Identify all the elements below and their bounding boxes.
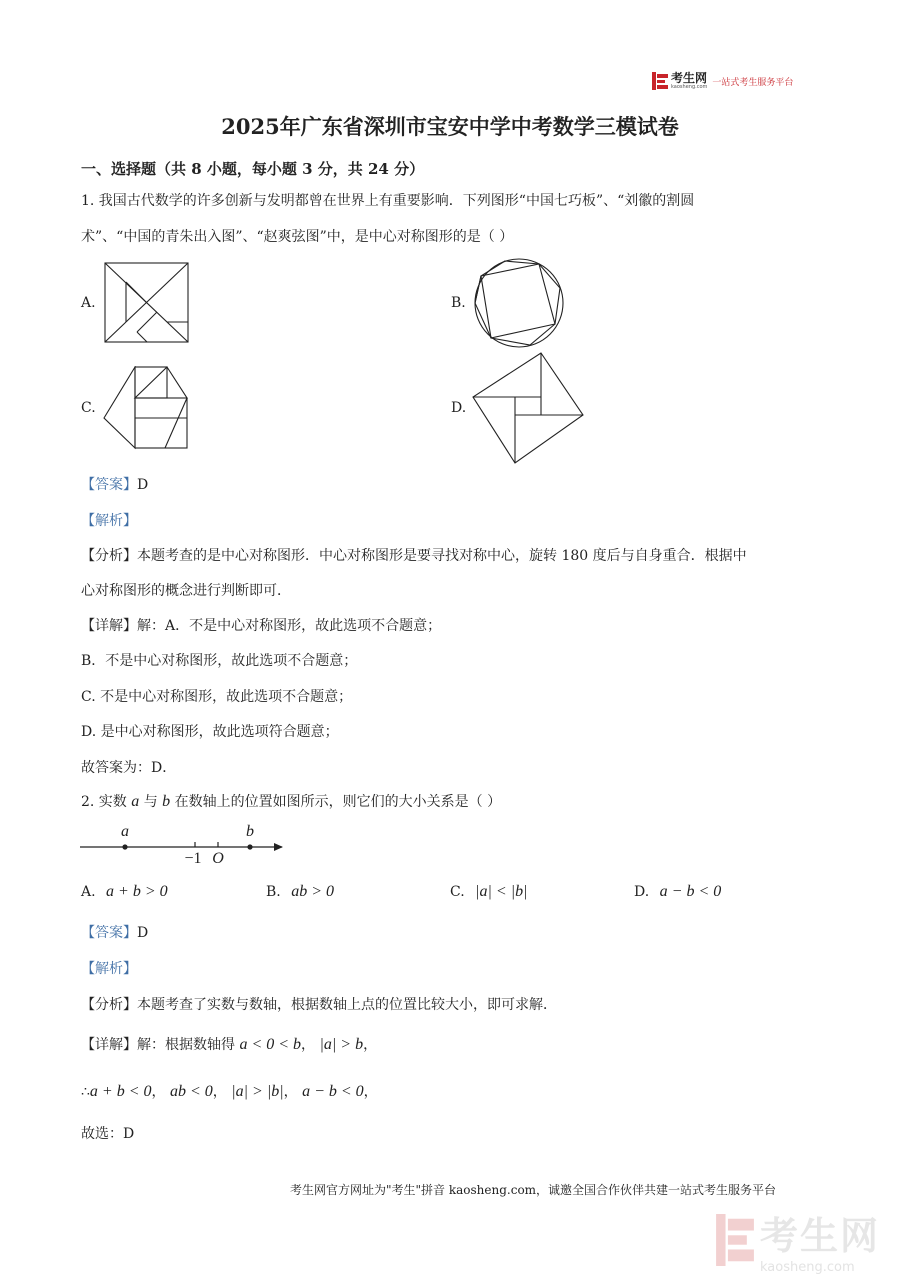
logo-domain: kaosheng.com: [671, 84, 708, 90]
q2-detail-line2: ∴a + b < 0， ab < 0， |a| > |b|， a − b < 0，: [81, 1083, 378, 1100]
q2-stem-post: 在数轴上的位置如图所示，则它们的大小关系是（ ）: [174, 794, 502, 810]
liu-hui-circle-figure: [471, 258, 567, 348]
q1-detail-line1: [81, 616, 441, 636]
q2-option-d: [634, 882, 721, 902]
q1-answer: [81, 475, 148, 495]
therefore-math-3: |a| > |b|: [231, 1083, 284, 1100]
q1-option-b-label: B.: [451, 295, 466, 311]
therefore-math-2: ab < 0: [169, 1083, 213, 1100]
answer-value: D: [137, 925, 149, 941]
watermark: [716, 1205, 880, 1275]
q1-detail-line2: B．不是中心对称图形，故此选项不合题意；: [81, 653, 358, 669]
footer-note: 考生网官方网址为"考生"拼音 kaosheng.com，诚邀全国合作伙伴共建一站式考生服务平台: [290, 1183, 777, 1197]
therefore-symbol: ∴: [81, 1084, 90, 1100]
var-a: a: [131, 793, 140, 810]
detail-math-2: |a| > b: [319, 1036, 364, 1053]
therefore-math-1: a + b < 0: [89, 1083, 152, 1100]
tangram-figure: [104, 262, 190, 344]
q2-option-a: [81, 882, 168, 902]
fenxi-tag: 【分析】: [81, 997, 137, 1013]
fenxi-text: 本题考查了实数与数轴，根据数轴上点的位置比较大小，即可求解．: [137, 997, 557, 1013]
axis-label-a: a: [121, 823, 129, 840]
q1-analysis-tag: 【解析】: [81, 513, 137, 529]
q1-detail-line4: D. 是中心对称图形，故此选项符合题意；: [81, 724, 339, 740]
header-slogan: 一站式考生服务平台: [712, 77, 794, 88]
q2-analysis-tag: 【解析】: [81, 961, 137, 977]
q1-fenxi-line1: [81, 546, 747, 566]
q2-answer: [81, 923, 148, 943]
q2-option-d-label: D.: [634, 884, 650, 900]
watermark-domain: kaosheng.com: [760, 1260, 855, 1275]
q2-option-b-expr: ab > 0: [291, 883, 334, 900]
detail-math-1: a < 0 < b: [239, 1036, 302, 1053]
detail-tag: 【详解】: [81, 618, 137, 634]
kaosheng-logo-icon: [652, 72, 668, 90]
section-heading: 一、选择题（共 8 小题，每小题 3 分，共 24 分）: [81, 160, 425, 178]
q1-stem-line1: 1. 我国古代数学的许多创新与发明都曾在世界上有重要影响．下列图形“中国七巧板”、“刘徽的割圆: [81, 193, 695, 209]
q2-option-c-label: C.: [450, 884, 465, 900]
answer-value: D: [137, 477, 149, 493]
q1-conclusion: 故答案为：D．: [81, 760, 177, 776]
var-b: b: [162, 793, 171, 810]
q1-fenxi-line2: 心对称图形的概念进行判断即可．: [81, 583, 291, 599]
q2-option-a-expr: a + b > 0: [106, 883, 168, 900]
header-logo: [652, 72, 793, 90]
watermark-name: 考生网: [760, 1214, 881, 1258]
q2-option-d-expr: a − b < 0: [659, 883, 722, 900]
zhao-shuang-figure: [471, 351, 585, 465]
q1-option-a-label: A.: [81, 295, 96, 311]
logo-name: 考生网: [671, 71, 708, 85]
q1-option-c-label: C.: [81, 400, 96, 416]
detail-text: 解：根据数轴得: [137, 1037, 235, 1053]
q1-detail-line3: C. 不是中心对称图形，故此选项不合题意；: [81, 689, 353, 705]
q2-option-a-label: A.: [81, 884, 96, 900]
q2-fenxi: [81, 995, 557, 1015]
q2-option-b: [266, 882, 334, 902]
axis-label-b: b: [246, 823, 254, 840]
q2-stem: [81, 792, 501, 812]
detail-tag: 【详解】: [81, 1037, 137, 1053]
qingzhu-figure: [103, 366, 191, 452]
watermark-logo-icon: [716, 1214, 754, 1266]
detail-text: 解：A．不是中心对称图形，故此选项不合题意；: [137, 618, 442, 634]
q2-option-b-label: B.: [266, 884, 281, 900]
q2-conclusion: 故选：D: [81, 1126, 135, 1142]
q2-detail-line1: 【详解】解：根据数轴得 a < 0 < b， |a| > b，: [81, 1036, 378, 1053]
answer-tag: 【答案】: [81, 925, 137, 941]
q1-stem-line2: 术”、“中国的青朱出入图”、“赵爽弦图”中，是中心对称图形的是（ ）: [81, 229, 514, 245]
therefore-math-4: a − b < 0: [302, 1083, 364, 1100]
q2-stem-mid: 与: [143, 794, 158, 810]
q1-option-d-label: D.: [451, 400, 467, 416]
page-title: 2025年广东省深圳市宝安中学中考数学三模试卷: [221, 114, 679, 139]
q2-option-c-expr: |a| < |b|: [475, 883, 528, 900]
number-line: [78, 818, 292, 868]
q2-stem-pre: 2. 实数: [81, 794, 127, 810]
axis-label-origin: O: [212, 850, 224, 867]
answer-tag: 【答案】: [81, 477, 137, 493]
q2-option-c: [450, 882, 528, 902]
fenxi-tag: 【分析】: [81, 548, 137, 564]
fenxi-text: 本题考查的是中心对称图形．中心对称图形是要寻找对称中心，旋转 180 度后与自身重合．根据中: [137, 548, 747, 564]
axis-label-neg1: −1: [184, 850, 202, 867]
